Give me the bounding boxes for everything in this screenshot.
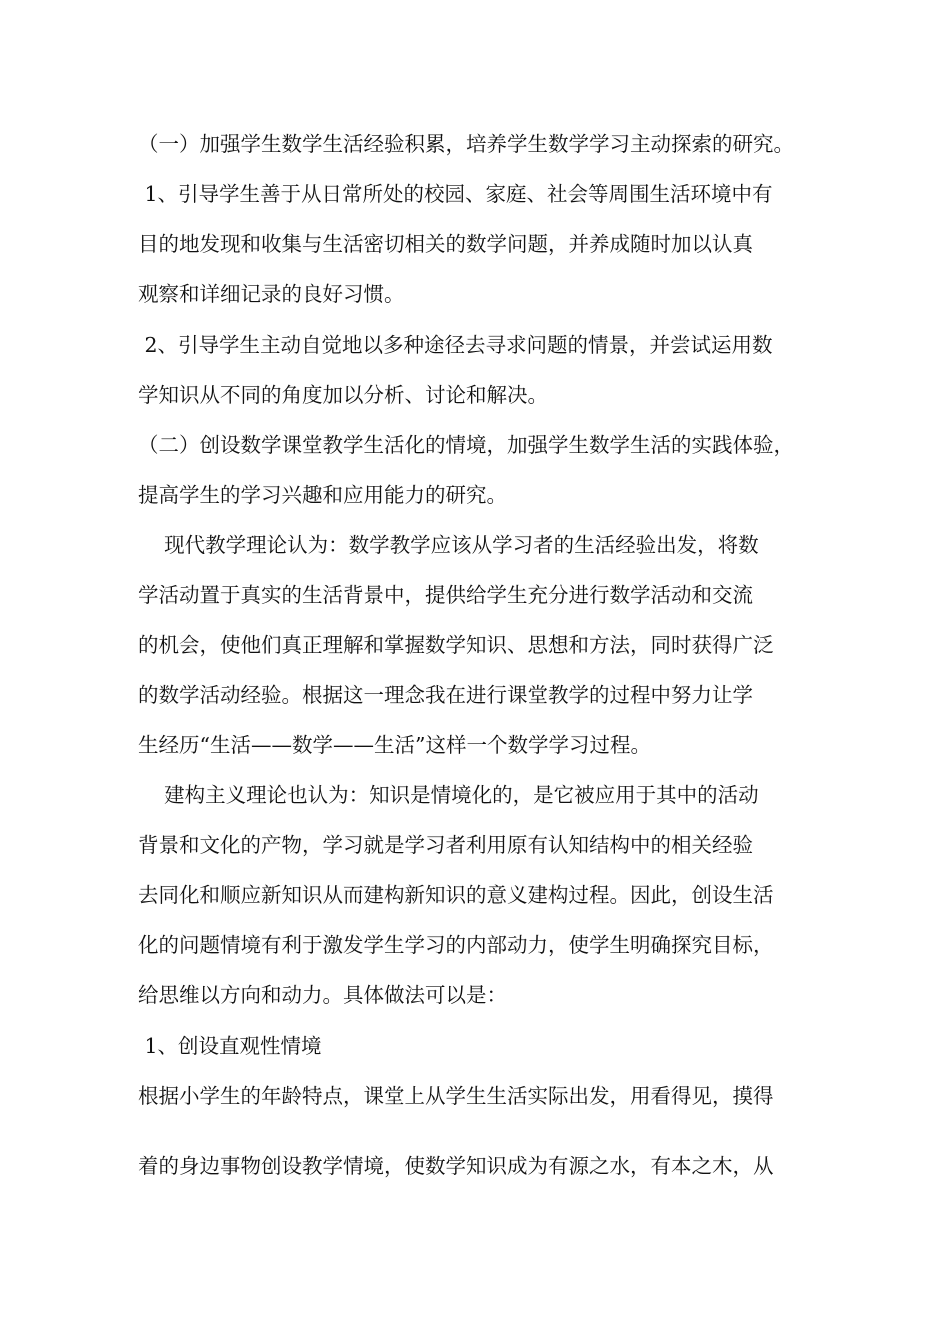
text-line: 2、引导学生主动自觉地以多种途径去寻求问题的情景，并尝试运用数: [138, 333, 773, 357]
paragraph-line: 学活动置于真实的生活背景中，提供给学生充分进行数学活动和交流: [138, 583, 753, 607]
paragraph-line: 建构主义理论也认为：知识是情境化的，是它被应用于其中的活动: [138, 783, 759, 807]
text-line: 观察和详细记录的良好习惯。: [138, 282, 405, 306]
paragraph-line: 生经历“生活——数学——生活”这样一个数学学习过程。: [138, 733, 651, 757]
paragraph-line: 去同化和顺应新知识从而建构新知识的意义建构过程。因此，创设生活: [138, 883, 774, 907]
heading-two-continued: 提高学生的学习兴趣和应用能力的研究。: [138, 483, 507, 507]
paragraph-line: 背景和文化的产物，学习就是学习者利用原有认知结构中的相关经验: [138, 833, 753, 857]
paragraph-line: 给思维以方向和动力。具体做法可以是：: [138, 983, 507, 1007]
paragraph-line: 化的问题情境有利于激发学生学习的内部动力，使学生明确探究目标，: [138, 933, 774, 957]
text-line: 学知识从不同的角度加以分析、讨论和解决。: [138, 383, 548, 407]
heading-two: （二）创设数学课堂教学生活化的情境，加强学生数学生活的实践体验，: [138, 433, 794, 457]
paragraph-line: 现代教学理论认为：数学教学应该从学习者的生活经验出发，将数: [138, 533, 759, 557]
text-line: 目的地发现和收集与生活密切相关的数学问题，并养成随时加以认真: [138, 232, 753, 256]
paragraph-line: 根据小学生的年龄特点，课堂上从学生生活实际出发，用看得见，摸得: [138, 1084, 774, 1108]
paragraph-line: 着的身边事物创设教学情境，使数学知识成为有源之水，有本之木，从: [138, 1154, 774, 1178]
heading-one: （一）加强学生数学生活经验积累，培养学生数学学习主动探索的研究。: [138, 132, 794, 156]
text-line: 1、引导学生善于从日常所处的校园、家庭、社会等周围生活环境中有: [138, 182, 773, 206]
paragraph-line: 的数学活动经验。根据这一理念我在进行课堂教学的过程中努力让学: [138, 683, 753, 707]
subheading: 1、创设直观性情境: [138, 1034, 322, 1058]
paragraph-line: 的机会，使他们真正理解和掌握数学知识、思想和方法，同时获得广泛: [138, 633, 774, 657]
